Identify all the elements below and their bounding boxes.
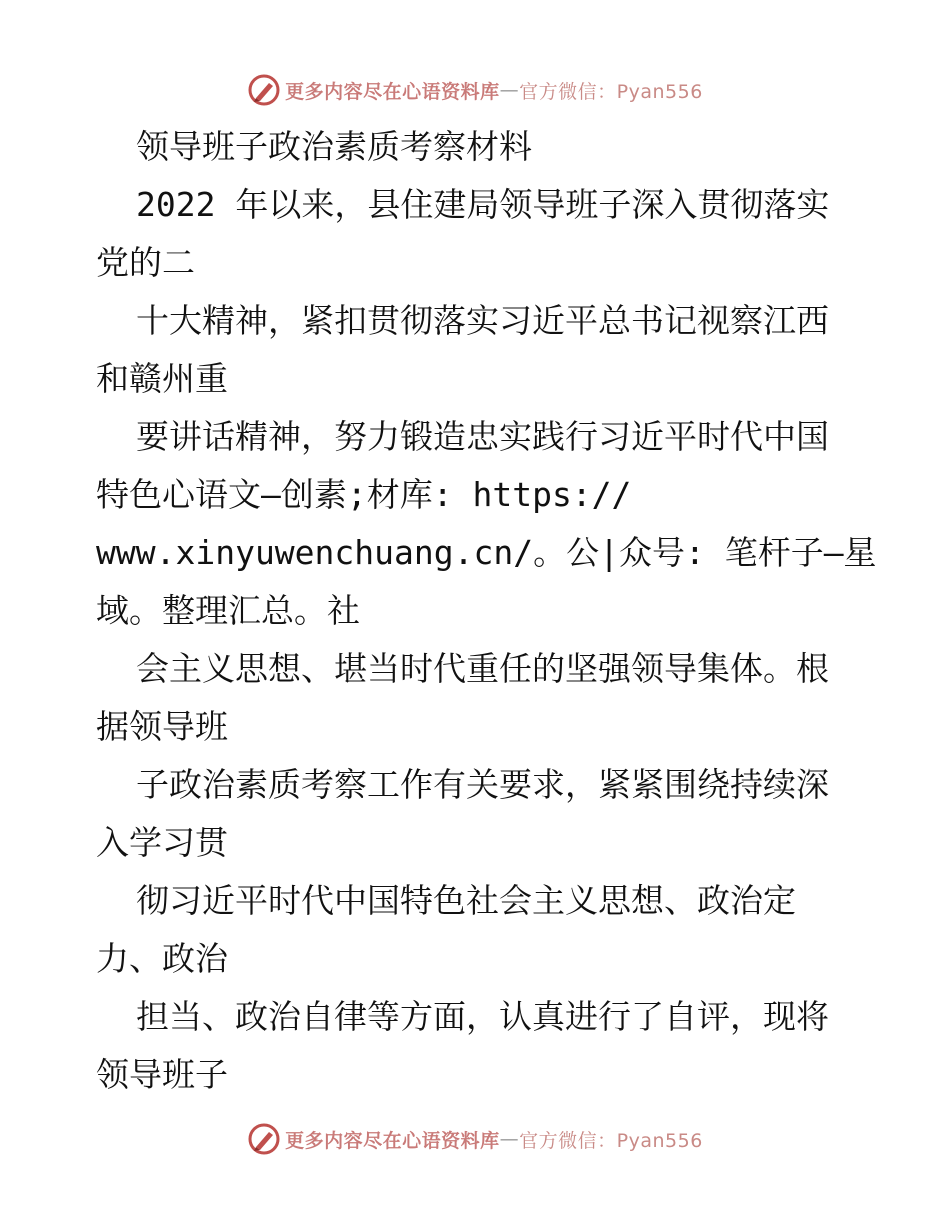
text-line: 据领导班 bbox=[96, 707, 228, 746]
footer-banner bbox=[0, 1122, 950, 1156]
text-line: www.xinyuwenchuang.cn/。公|众号: 笔杆子—星 bbox=[96, 533, 877, 572]
document-body bbox=[96, 118, 877, 1104]
text-line: 子政治素质考察工作有关要求，紧紧围绕持续深 bbox=[136, 765, 829, 804]
text-line: 要讲话精神，努力锻造忠实践行习近平时代中国 bbox=[136, 417, 829, 456]
pen-logo-icon bbox=[247, 1122, 281, 1156]
text-line: 彻习近平时代中国特色社会主义思想、政治定 bbox=[136, 881, 796, 920]
banner-wechat-text: 官方微信：Pyan556 bbox=[519, 1129, 703, 1152]
header-banner bbox=[0, 73, 950, 107]
pen-logo-icon bbox=[247, 73, 281, 107]
text-line: 和赣州重 bbox=[96, 359, 228, 398]
text-line: 会主义思想、堪当时代重任的坚强领导集体。根 bbox=[136, 649, 829, 688]
banner-dash: — bbox=[499, 1128, 520, 1150]
banner-wechat-text: 官方微信：Pyan556 bbox=[519, 80, 703, 103]
text-line: 入学习贯 bbox=[96, 823, 228, 862]
text-line: 党的二 bbox=[96, 243, 195, 282]
text-line: 担当、政治自律等方面，认真进行了自评，现将 bbox=[136, 997, 829, 1036]
text-line: 十大精神，紧扣贯彻落实习近平总书记视察江西 bbox=[136, 301, 829, 340]
text-line: 2022 年以来，县住建局领导班子深入贯彻落实 bbox=[136, 185, 830, 224]
banner-main-text: 更多内容尽在心语资料库 bbox=[285, 80, 500, 103]
banner-main-text: 更多内容尽在心语资料库 bbox=[285, 1129, 500, 1152]
document-title: 领导班子政治素质考察材料 bbox=[136, 127, 532, 166]
text-line: 领导班子 bbox=[96, 1055, 228, 1094]
text-line: 域。整理汇总。社 bbox=[96, 591, 360, 630]
banner-dash: — bbox=[499, 79, 520, 101]
text-line: 特色心语文—创素;材库: https:// bbox=[96, 475, 632, 514]
text-line: 力、政治 bbox=[96, 939, 228, 978]
